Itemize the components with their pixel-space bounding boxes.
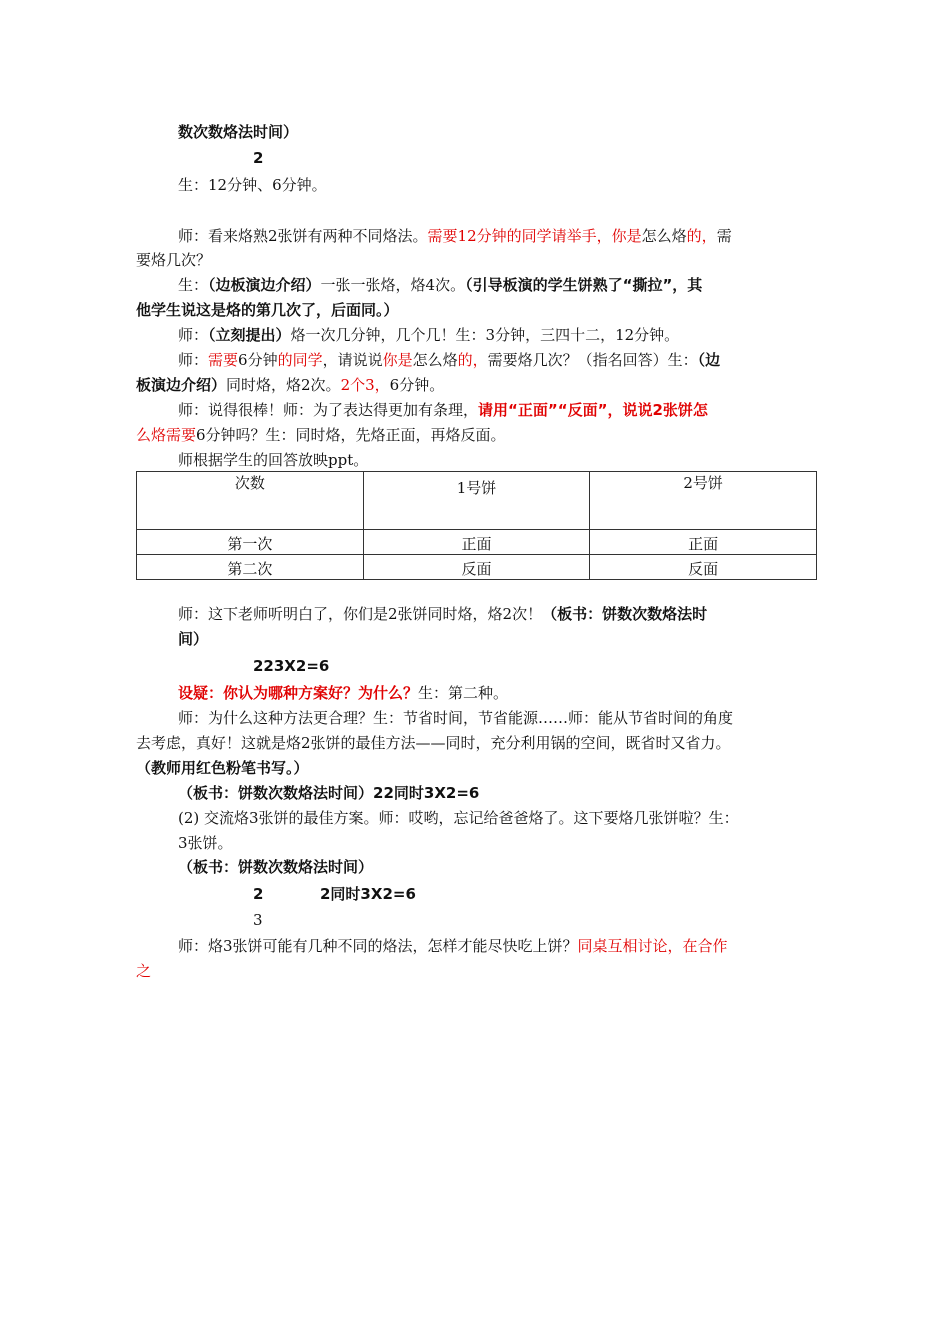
highlight-text: 么烙需要 (136, 426, 197, 444)
board-equation: 223X2=6 (253, 657, 330, 675)
highlight-text: 需要12分钟的同学请举手， (427, 227, 612, 245)
highlight-text: 设疑：你认为哪种方案好？为什么？ (178, 684, 419, 702)
bold-text: （边板演边介绍） (208, 276, 321, 294)
highlight-text: 的， (457, 351, 488, 369)
board-writing: （板书：饼数次数烙法时间） (178, 858, 374, 876)
board-number: 2 (253, 885, 264, 903)
highlight-text: 2个3， (340, 376, 390, 394)
pancake-table (136, 471, 817, 580)
paragraph-line: 他学生说这是烙的第几次了，后面同。） (136, 301, 399, 319)
table-cell: 正面 (363, 530, 590, 555)
text-run: 师：看来烙熟2张饼有两种不同烙法。 (178, 227, 428, 245)
table-row (137, 555, 817, 580)
bold-text: （板书：饼数次数烙法时 (542, 605, 708, 623)
text-run: ，请说说 (322, 351, 383, 369)
paragraph-line (178, 603, 707, 625)
bold-text: （立刻提出） (208, 326, 291, 344)
board-header-fragment: 数次数烙法时间） (178, 123, 299, 141)
paragraph-line: （教师用红色粉笔书写。） (136, 759, 309, 777)
paragraph-line (178, 682, 508, 704)
text-run: 6分钟。 (389, 376, 445, 394)
table-header-cell: 次数 (137, 472, 364, 530)
text-run: 一张一张烙，烙4次。 (320, 276, 466, 294)
text-run: 师：烙3张饼可能有几种不同的烙法，怎样才能尽快吃上饼？ (178, 937, 578, 955)
text-run: 生： (178, 276, 209, 294)
paragraph-line: 要烙几次？ (136, 251, 212, 269)
paragraph-line: (2) 交流烙3张饼的最佳方案。师：哎哟，忘记给爸爸烙了。这下要烙几张饼啦？生： (178, 809, 739, 827)
bold-text: （引导板演的学生饼熟了“撕拉”，其 (465, 276, 703, 294)
board-number: 2 (253, 149, 264, 167)
table-header-row (137, 472, 817, 530)
board-number: 3 (253, 911, 263, 929)
table-cell: 反面 (590, 555, 817, 580)
text-run: 怎么烙 (412, 351, 458, 369)
paragraph-line: 去考虑，真好！这就是烙2张饼的最佳方法——同时，充分利用锅的空间，既省时又省力。 (136, 734, 731, 752)
text-run: 师： (178, 351, 209, 369)
paragraph-line (178, 274, 702, 296)
paragraph-line: 之 (136, 962, 152, 980)
highlight-text: 的同学 (277, 351, 323, 369)
text-run: 怎么烙 (641, 227, 687, 245)
text-run: 需 (716, 227, 732, 245)
board-writing: （板书：饼数次数烙法时间）22同时3X2=6 (178, 784, 480, 802)
highlight-text: 请用“正面”“反面”，说说2张饼怎 (478, 401, 708, 419)
table-cell: 第二次 (137, 555, 364, 580)
table-header-cell: 1号饼 (363, 472, 590, 530)
bold-text: 板演边介绍） (136, 376, 227, 394)
table-cell: 第一次 (137, 530, 364, 555)
paragraph-line (178, 399, 708, 421)
text-run: 师： (178, 326, 209, 344)
table-row (137, 530, 817, 555)
highlight-text: 你是 (611, 227, 642, 245)
paragraph-line (178, 935, 728, 957)
paragraph-line: 间） (178, 630, 209, 648)
text-run: 生：第二种。 (418, 684, 509, 702)
text-run: 6分钟吗？生：同时烙，先烙正面，再烙反面。 (196, 426, 506, 444)
text-run: 需要烙几次？（指名回答）生： (487, 351, 698, 369)
text-run: 师：这下老师听明白了，你们是2张饼同时烙，烙2次！ (178, 605, 543, 623)
text-run: 6分钟 (238, 351, 278, 369)
highlight-text: 需要 (208, 351, 239, 369)
paragraph-line: 3张饼。 (178, 834, 233, 852)
highlight-text: 同桌互相讨论，在合作 (577, 937, 728, 955)
student-answer: 生：12分钟、6分钟。 (178, 176, 327, 194)
paragraph-line (178, 349, 720, 371)
paragraph-line (136, 374, 444, 396)
text-run: 同时烙，烙2次。 (226, 376, 341, 394)
text-run: 烙一次几分钟，几个几！生：3分钟，三四十二，12分钟。 (290, 326, 680, 344)
table-cell: 正面 (590, 530, 817, 555)
paragraph-line: 师根据学生的回答放映ppt。 (178, 451, 369, 469)
table-cell: 反面 (363, 555, 590, 580)
highlight-text: 的， (686, 227, 717, 245)
table-header-cell: 2号饼 (590, 472, 817, 530)
text-run: 师：说得很棒！师：为了表达得更加有条理， (178, 401, 479, 419)
paragraph-line (136, 424, 506, 446)
highlight-text: 你是 (382, 351, 413, 369)
paragraph-line (178, 324, 679, 346)
bold-text: （边 (697, 351, 721, 369)
paragraph-line (178, 225, 732, 247)
board-equation: 2同时3X2=6 (320, 885, 416, 903)
paragraph-line: 师：为什么这种方法更合理？生：节省时间，节省能源……师：能从节省时间的角度 (178, 709, 734, 727)
